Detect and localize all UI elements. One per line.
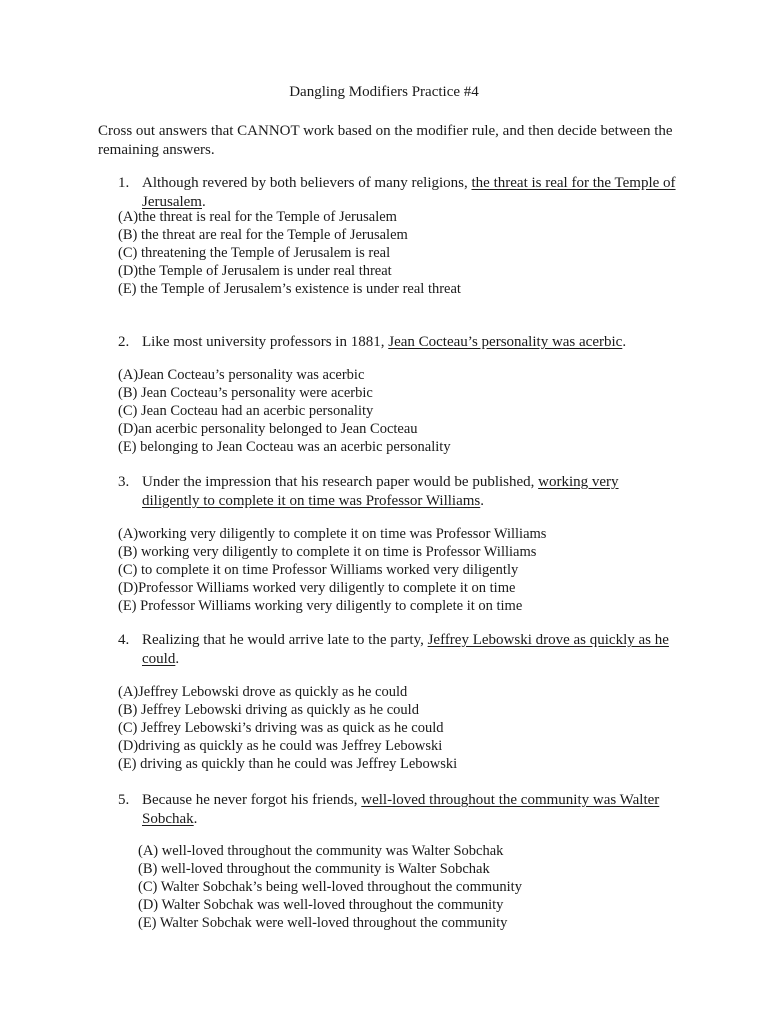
stem-underlined: Jean Cocteau’s personality was acerbic: [388, 334, 623, 350]
answer-choice[interactable]: (B) well-loved throughout the community is Walter Sobchak: [138, 861, 490, 877]
instructions-text: Cross out answers that CANNOT work based on the modifier rule, and then decide between the remaining answers.: [98, 123, 673, 158]
question-stem-text: [142, 473, 678, 511]
question-stem: [118, 473, 678, 511]
answer-choice[interactable]: (B) the threat are real for the Temple of Jerusalem: [118, 227, 408, 243]
question-stem: [118, 333, 678, 352]
answer-choice[interactable]: (B) working very diligently to complete it on time is Professor Williams: [118, 544, 537, 560]
stem-end: .: [201, 194, 206, 210]
stem-end: .: [175, 651, 180, 667]
stem-end: .: [193, 811, 198, 827]
page-title: Dangling Modifiers Practice #4: [289, 84, 479, 100]
answer-choice[interactable]: (D)the Temple of Jerusalem is under real threat: [118, 263, 392, 279]
answer-choice[interactable]: (D) Walter Sobchak was well-loved throughout the community: [138, 897, 504, 913]
question-stem: [118, 631, 678, 669]
answer-choices-5: [138, 842, 522, 932]
answer-choices-4: [118, 683, 457, 773]
stem-end: .: [622, 334, 627, 350]
stem-lead: Under the impression that his research paper would be published,: [142, 474, 539, 490]
stem-underlined: working very diligently to complete it on time was Professor Williams: [142, 474, 619, 509]
question-4: [118, 631, 678, 669]
answer-choice[interactable]: (E) Professor Williams working very diligently to complete it on time: [118, 598, 523, 614]
answer-choice[interactable]: (E) Walter Sobchak were well-loved throughout the community: [138, 915, 508, 931]
answer-choice[interactable]: (A)Jeffrey Lebowski drove as quickly as he could: [118, 684, 408, 700]
answer-choice[interactable]: (A) well-loved throughout the community was Walter Sobchak: [138, 843, 504, 859]
stem-lead: Like most university professors in 1881,: [142, 334, 389, 350]
stem-underlined: well-loved throughout the community was Walter Sobchak: [142, 792, 660, 827]
answer-choice[interactable]: (C) to complete it on time Professor Williams worked very diligently: [118, 562, 519, 578]
answer-choice[interactable]: (E) belonging to Jean Cocteau was an acerbic personality: [118, 439, 451, 455]
answer-choice[interactable]: (C) Jean Cocteau had an acerbic personality: [118, 403, 374, 419]
answer-choice[interactable]: (B) Jeffrey Lebowski driving as quickly as he could: [118, 702, 419, 718]
answer-choice[interactable]: (E) the Temple of Jerusalem’s existence is under real threat: [118, 281, 461, 297]
question-stem-text: [142, 174, 678, 212]
answer-choices-1: [118, 208, 461, 298]
question-5: [118, 791, 678, 829]
stem-end: .: [480, 493, 484, 509]
answer-choices-2: [118, 366, 451, 456]
question-stem-text: [142, 791, 678, 829]
answer-choice[interactable]: (D)Professor Williams worked very diligently to complete it on time: [118, 580, 516, 596]
answer-choices-3: [118, 525, 546, 615]
answer-choice[interactable]: (A)Jean Cocteau’s personality was acerbic: [118, 367, 365, 383]
question-stem: [118, 791, 678, 829]
question-number: 3.: [118, 474, 130, 490]
answer-choice[interactable]: (A)the threat is real for the Temple of Jerusalem: [118, 209, 397, 225]
question-number: 4.: [118, 632, 130, 648]
answer-choice[interactable]: (C) Jeffrey Lebowski’s driving was as quick as he could: [118, 720, 444, 736]
stem-lead: Because he never forgot his friends,: [142, 792, 362, 808]
question-2: [118, 333, 678, 352]
answer-choice[interactable]: (E) driving as quickly than he could was Jeffrey Lebowski: [118, 756, 458, 772]
answer-choice[interactable]: (D)an acerbic personality belonged to Jean Cocteau: [118, 421, 418, 437]
answer-choice[interactable]: (C) Walter Sobchak’s being well-loved throughout the community: [138, 879, 522, 895]
question-3: [118, 473, 678, 511]
question-number: 5.: [118, 792, 130, 808]
stem-lead: Although revered by both believers of many religions,: [142, 175, 472, 191]
answer-choice[interactable]: (D)driving as quickly as he could was Jeffrey Lebowski: [118, 738, 443, 754]
question-1: [118, 174, 678, 212]
stem-lead: Realizing that he would arrive late to the party,: [142, 632, 428, 648]
answer-choice[interactable]: (B) Jean Cocteau’s personality were acerbic: [118, 385, 373, 401]
question-number: 2.: [118, 334, 130, 350]
answer-choice[interactable]: (C) threatening the Temple of Jerusalem is real: [118, 245, 391, 261]
stem-underlined: the threat is real for the Temple of Jerusalem: [142, 175, 676, 210]
stem-underlined: Jeffrey Lebowski drove as quickly as he could: [142, 632, 669, 667]
question-stem-text: [142, 333, 678, 352]
answer-choice[interactable]: (A)working very diligently to complete it on time was Professor Williams: [118, 526, 547, 542]
question-number: 1.: [118, 175, 130, 191]
question-stem: [118, 174, 678, 212]
question-stem-text: [142, 631, 678, 669]
